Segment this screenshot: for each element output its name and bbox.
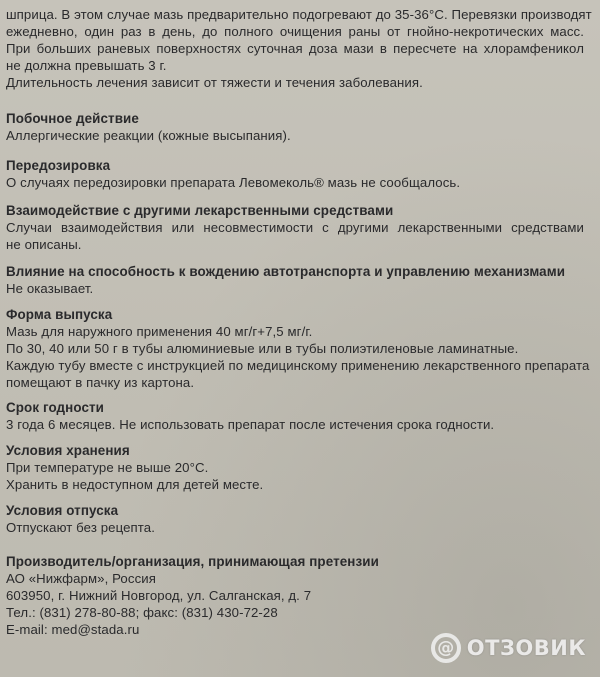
interactions-heading: Взаимодействие с другими лекарственными средствами	[6, 203, 394, 218]
shelf-life-heading: Срок годности	[6, 400, 104, 415]
dispensing-heading: Условия отпуска	[6, 503, 119, 518]
shelf-life-text: 3 года 6 месяцев. Не использовать препарат после истечения срока годности.	[6, 417, 495, 432]
intro-line: ежедневно, один раз в день, до полного очищения раны от гнойно-некротических масс.	[6, 24, 584, 39]
manufacturer-phone: Тел.: (831) 278-80-88; факс: (831) 430-72-28	[6, 605, 278, 620]
storage-text: Хранить в недоступном для детей месте.	[6, 477, 264, 492]
driving-text: Не оказывает.	[6, 281, 94, 296]
intro-line: При больших раневых поверхностях суточная доза мази в пересчете на хлорамфеникол	[6, 41, 584, 56]
storage-text: При температуре не выше 20°С.	[6, 460, 209, 475]
storage-heading: Условия хранения	[6, 443, 130, 458]
otzovik-watermark	[431, 633, 586, 663]
interactions-text: не описаны.	[6, 237, 82, 252]
manufacturer-address: 603950, г. Нижний Новгород, ул. Салганская, д. 7	[6, 588, 312, 603]
release-form-text: Каждую тубу вместе с инструкцией по медицинскому применению лекарственного препарата	[6, 358, 590, 373]
intro-line: шприца. В этом случае мазь предварительно подогревают до 35-36°С. Перевязки производят	[6, 7, 592, 22]
release-form-text: помещают в пачку из картона.	[6, 375, 195, 390]
intro-line: Длительность лечения зависит от тяжести и течения заболевания.	[6, 75, 423, 90]
release-form-text: Мазь для наружного применения 40 мг/г+7,5 мг/г.	[6, 324, 313, 339]
release-form-heading: Форма выпуска	[6, 307, 113, 322]
otzovik-logo-text: ОТЗОВИК	[466, 636, 586, 660]
instruction-leaflet	[6, 0, 594, 677]
side-effects-text: Аллергические реакции (кожные высыпания).	[6, 128, 291, 143]
driving-heading: Влияние на способность к вождению автотранспорта и управлению механизмами	[6, 264, 566, 279]
manufacturer-name: АО «Нижфарм», Россия	[6, 571, 156, 586]
overdose-text: О случаях передозировки препарата Левомеколь® мазь не сообщалось.	[6, 175, 461, 190]
dispensing-text: Отпускают без рецепта.	[6, 520, 155, 535]
manufacturer-email: E-mail: med@stada.ru	[6, 622, 140, 637]
manufacturer-heading: Производитель/организация, принимающая претензии	[6, 554, 379, 569]
side-effects-heading: Побочное действие	[6, 111, 139, 126]
interactions-text: Случаи взаимодействия или несовместимости с другими лекарственными средствами	[6, 220, 584, 235]
otzovik-logo-icon: @	[431, 633, 461, 663]
overdose-heading: Передозировка	[6, 158, 111, 173]
release-form-text: По 30, 40 или 50 г в тубы алюминиевые или в тубы полиэтиленовые ламинатные.	[6, 341, 519, 356]
intro-line: не должна превышать 3 г.	[6, 58, 167, 73]
